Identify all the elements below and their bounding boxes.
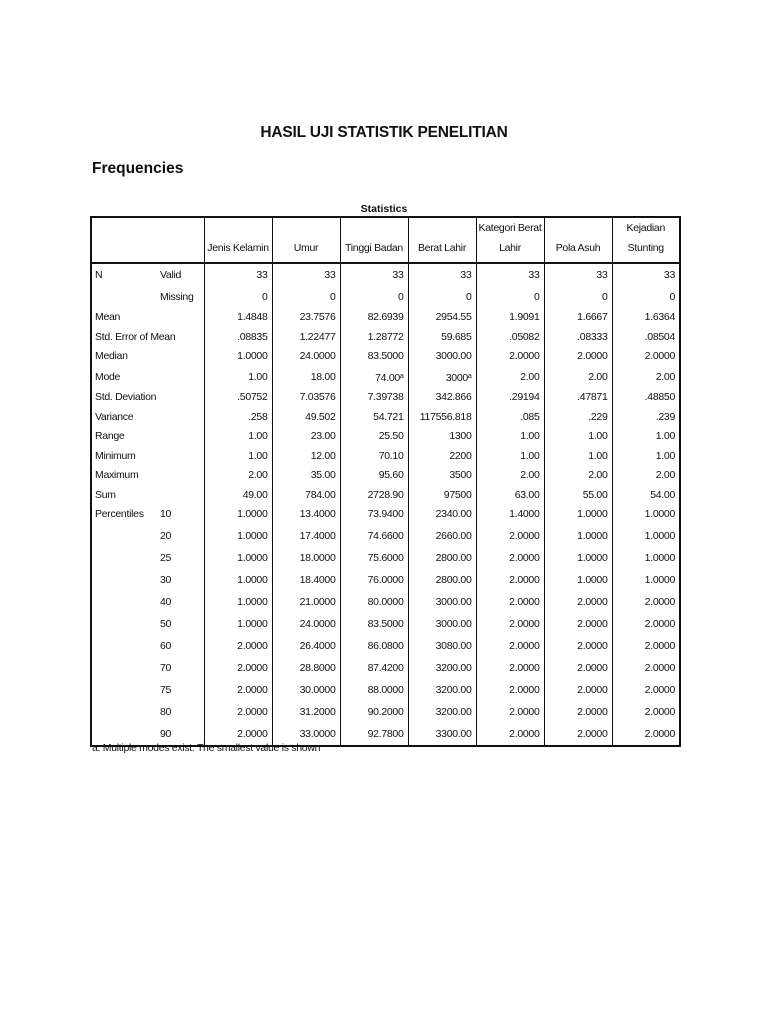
statistics-table <box>90 216 681 747</box>
table-cell: 1.0000 <box>544 525 612 547</box>
row-sublabel: 10 <box>160 508 172 520</box>
table-cell: 82.6939 <box>340 308 408 328</box>
table-cell: .08333 <box>544 328 612 348</box>
table-cell: 2.0000 <box>612 723 680 746</box>
row-sublabel <box>158 408 204 428</box>
row-sublabel: 90 <box>160 727 172 740</box>
table-cell: 2.00 <box>612 466 680 486</box>
table-cell: 2.0000 <box>476 679 544 701</box>
table-cell: 1.00 <box>612 447 680 467</box>
table-cell: 25.50 <box>340 427 408 447</box>
row-label: N <box>95 269 103 281</box>
table-cell: 1.0000 <box>204 525 272 547</box>
table-cell: .08835 <box>204 328 272 348</box>
table-cell: .48850 <box>612 388 680 408</box>
table-cell: 33 <box>476 263 544 286</box>
table-cell: 7.03576 <box>272 388 340 408</box>
table-cell: 0 <box>204 286 272 308</box>
table-cell: 3000.00 <box>408 613 476 635</box>
table-cell: 23.7576 <box>272 308 340 328</box>
column-header: Berat Lahir <box>408 217 476 263</box>
table-cell: 28.8000 <box>272 657 340 679</box>
row-label: Mean <box>95 311 121 323</box>
table-cell: 2.0000 <box>612 635 680 657</box>
table-cell: 2.0000 <box>476 635 544 657</box>
table-cell: 74.6600 <box>340 525 408 547</box>
table-cell: 2340.00 <box>408 505 476 525</box>
table-cell: 83.5000 <box>340 613 408 635</box>
table-cell: 2.00 <box>476 466 544 486</box>
row-sublabel: 75 <box>160 683 172 696</box>
row-sublabel <box>158 466 204 486</box>
table-cell: 54.721 <box>340 408 408 428</box>
row-sublabel: 30 <box>160 573 172 586</box>
table-cell: 2.0000 <box>612 679 680 701</box>
table-cell: 3200.00 <box>408 657 476 679</box>
row-label <box>91 591 158 613</box>
table-row <box>91 657 680 679</box>
table-cell: 73.9400 <box>340 505 408 525</box>
table-cell: 2.0000 <box>544 657 612 679</box>
table-cell: 1.0000 <box>204 569 272 591</box>
table-row <box>91 286 680 308</box>
table-cell: 33 <box>272 263 340 286</box>
row-label <box>91 286 158 308</box>
table-footnote: a. Multiple modes exist. The smallest value is shown <box>92 742 321 754</box>
table-cell: 2.0000 <box>544 613 612 635</box>
table-cell: 70.10 <box>340 447 408 467</box>
table-cell: 2.0000 <box>204 635 272 657</box>
table-row <box>91 679 680 701</box>
table-cell: 2.0000 <box>204 657 272 679</box>
table-cell: 1.00 <box>476 447 544 467</box>
row-sublabel: 25 <box>160 551 172 564</box>
table-cell: 86.0800 <box>340 635 408 657</box>
table-cell: .05082 <box>476 328 544 348</box>
table-row <box>91 635 680 657</box>
table-cell: 74.00$^a$ <box>340 367 408 389</box>
table-cell: 2800.00 <box>408 569 476 591</box>
table-row <box>91 347 680 367</box>
table-cell: 21.0000 <box>272 591 340 613</box>
table-cell: 3000.00 <box>408 347 476 367</box>
row-sublabel: 20 <box>160 529 172 542</box>
table-cell: 18.0000 <box>272 547 340 569</box>
table-cell: 2.00 <box>204 466 272 486</box>
table-row <box>91 591 680 613</box>
table-cell: 12.00 <box>272 447 340 467</box>
table-cell: 2.0000 <box>204 723 272 746</box>
column-header: Umur <box>272 217 340 263</box>
table-cell: 1.0000 <box>544 547 612 569</box>
table-cell: 23.00 <box>272 427 340 447</box>
table-cell: 2.0000 <box>476 591 544 613</box>
table-cell: 2.0000 <box>544 723 612 746</box>
row-label: Sum <box>95 488 116 501</box>
row-sublabel <box>158 347 204 367</box>
table-cell: 97500 <box>408 486 476 506</box>
column-header: Pola Asuh <box>544 217 612 263</box>
row-label <box>91 547 158 569</box>
table-cell: 3500 <box>408 466 476 486</box>
row-label: Std. Deviation <box>95 391 157 403</box>
table-cell: 784.00 <box>272 486 340 506</box>
table-cell: 90.2000 <box>340 701 408 723</box>
table-cell: 49.00 <box>204 486 272 506</box>
table-cell: 55.00 <box>544 486 612 506</box>
table-cell: 33 <box>544 263 612 286</box>
table-row <box>91 525 680 547</box>
table-cell: 2728.90 <box>340 486 408 506</box>
header-stub <box>158 217 204 263</box>
table-row <box>91 388 680 408</box>
table-cell: 1.0000 <box>612 569 680 591</box>
table-cell: 2.00 <box>476 367 544 389</box>
table-cell: 2660.00 <box>408 525 476 547</box>
row-label: Median <box>95 350 128 362</box>
table-cell: .29194 <box>476 388 544 408</box>
table-cell: 24.0000 <box>272 347 340 367</box>
table-cell: 2.00 <box>612 367 680 389</box>
table-cell: 24.0000 <box>272 613 340 635</box>
row-sublabel: Missing <box>160 291 194 303</box>
table-row <box>91 367 680 389</box>
row-label: Variance <box>95 410 134 423</box>
table-cell: 1.0000 <box>544 569 612 591</box>
table-cell: 31.2000 <box>272 701 340 723</box>
table-row <box>91 505 680 525</box>
table-cell: 1.6667 <box>544 308 612 328</box>
table-cell: .085 <box>476 408 544 428</box>
table-cell: 35.00 <box>272 466 340 486</box>
table-cell: .50752 <box>204 388 272 408</box>
table-cell: .258 <box>204 408 272 428</box>
row-sublabel <box>158 367 204 389</box>
table-cell: 33 <box>612 263 680 286</box>
table-cell: 1.0000 <box>612 547 680 569</box>
table-cell: 1.00 <box>544 427 612 447</box>
row-sublabel <box>158 427 204 447</box>
table-cell: 2.0000 <box>544 701 612 723</box>
row-label: Maximum <box>95 469 139 481</box>
row-sublabel <box>158 486 204 506</box>
table-cell: 30.0000 <box>272 679 340 701</box>
table-cell: 0 <box>272 286 340 308</box>
table-cell: .229 <box>544 408 612 428</box>
row-sublabel: 60 <box>160 639 172 652</box>
table-row <box>91 447 680 467</box>
table-cell: 2.0000 <box>544 635 612 657</box>
table-cell: 3300.00 <box>408 723 476 746</box>
column-header: Kategori Berat Lahir <box>476 217 544 263</box>
table-cell: 2.0000 <box>204 679 272 701</box>
table-cell: 0 <box>476 286 544 308</box>
column-header: Jenis Kelamin <box>204 217 272 263</box>
table-row <box>91 328 680 348</box>
table-cell: 2954.55 <box>408 308 476 328</box>
table-row <box>91 308 680 328</box>
row-label: Range <box>95 430 125 442</box>
table-cell: 2.0000 <box>476 657 544 679</box>
table-cell: 88.0000 <box>340 679 408 701</box>
table-cell: 1.0000 <box>612 505 680 525</box>
table-cell: 117556.818 <box>408 408 476 428</box>
table-cell: 1.0000 <box>612 525 680 547</box>
table-cell: 3000.00 <box>408 591 476 613</box>
table-cell: 2.0000 <box>612 347 680 367</box>
section-heading: Frequencies <box>92 160 184 177</box>
table-cell: 2.0000 <box>476 547 544 569</box>
table-cell: 1300 <box>408 427 476 447</box>
row-label <box>91 635 158 657</box>
table-cell: 33 <box>340 263 408 286</box>
table-row <box>91 263 680 286</box>
table-row <box>91 486 680 506</box>
table-row <box>91 569 680 591</box>
table-cell: 1.0000 <box>204 347 272 367</box>
table-cell: 3200.00 <box>408 701 476 723</box>
table-cell: 1.00 <box>204 367 272 389</box>
table-cell: 1.00 <box>204 447 272 467</box>
table-cell: 92.7800 <box>340 723 408 746</box>
table-cell: 2.00 <box>544 466 612 486</box>
table-row <box>91 547 680 569</box>
row-label <box>91 525 158 547</box>
row-label <box>91 613 158 635</box>
table-row <box>91 613 680 635</box>
table-cell: 63.00 <box>476 486 544 506</box>
table-cell: 2.0000 <box>544 347 612 367</box>
table-row <box>91 466 680 486</box>
table-cell: 2.0000 <box>544 591 612 613</box>
table-cell: 2.0000 <box>476 347 544 367</box>
row-sublabel <box>158 308 204 328</box>
row-sublabel: Valid <box>160 269 182 281</box>
table-cell: 7.39738 <box>340 388 408 408</box>
row-label: Mode <box>95 370 121 383</box>
table-cell: 2.0000 <box>476 723 544 746</box>
header-stub <box>91 217 158 263</box>
footnote-marker: a <box>399 372 404 380</box>
table-caption: Statistics <box>360 203 408 215</box>
table-cell: 2.0000 <box>204 701 272 723</box>
table-cell: 33 <box>204 263 272 286</box>
table-cell: 1.00 <box>544 447 612 467</box>
table-cell: 2.0000 <box>476 525 544 547</box>
table-cell: 1.6364 <box>612 308 680 328</box>
row-sublabel <box>158 388 204 408</box>
table-cell: 0 <box>544 286 612 308</box>
table-cell: 0 <box>340 286 408 308</box>
table-cell: 2.0000 <box>544 679 612 701</box>
table-cell: 2.0000 <box>476 613 544 635</box>
table-cell: 1.28772 <box>340 328 408 348</box>
table-body <box>91 263 680 746</box>
table-cell: 2.0000 <box>612 591 680 613</box>
table-cell: 54.00 <box>612 486 680 506</box>
table-cell: 1.22477 <box>272 328 340 348</box>
row-sublabel: 50 <box>160 617 172 630</box>
row-sublabel: 70 <box>160 661 172 674</box>
table-cell: 2.0000 <box>476 701 544 723</box>
table-cell: 1.0000 <box>204 505 272 525</box>
table-cell: 80.0000 <box>340 591 408 613</box>
table-cell: 2.0000 <box>612 701 680 723</box>
row-label <box>91 569 158 591</box>
table-cell: 2.00 <box>544 367 612 389</box>
table-cell: 18.4000 <box>272 569 340 591</box>
table-cell: 33 <box>408 263 476 286</box>
table-cell: .08504 <box>612 328 680 348</box>
table-cell: .47871 <box>544 388 612 408</box>
table-cell: 75.6000 <box>340 547 408 569</box>
table-cell: 2.0000 <box>612 613 680 635</box>
table-cell: 33.0000 <box>272 723 340 746</box>
table-cell: 1.4000 <box>476 505 544 525</box>
row-label: Percentiles <box>95 508 144 520</box>
row-label <box>91 657 158 679</box>
table-cell: 342.866 <box>408 388 476 408</box>
table-cell: .239 <box>612 408 680 428</box>
table-cell: 1.00 <box>612 427 680 447</box>
table-cell: 3000$^a$ <box>408 367 476 389</box>
table-row <box>91 701 680 723</box>
column-header: Tinggi Badan <box>340 217 408 263</box>
table-cell: 1.0000 <box>204 547 272 569</box>
table-cell: 83.5000 <box>340 347 408 367</box>
row-label: Minimum <box>95 449 136 462</box>
row-sublabel <box>158 447 204 467</box>
table-row <box>91 427 680 447</box>
table-cell: 2.0000 <box>612 657 680 679</box>
table-cell: 59.685 <box>408 328 476 348</box>
table-cell: 26.4000 <box>272 635 340 657</box>
table-cell: 95.60 <box>340 466 408 486</box>
table-header-row <box>91 217 680 263</box>
table-cell: 2800.00 <box>408 547 476 569</box>
table-cell: 3200.00 <box>408 679 476 701</box>
table-cell: 3080.00 <box>408 635 476 657</box>
row-sublabel: 40 <box>160 595 172 608</box>
table-cell: 2200 <box>408 447 476 467</box>
footnote-marker: a <box>467 372 472 380</box>
row-label: Std. Error of Mean <box>95 330 176 343</box>
table-cell: 1.9091 <box>476 308 544 328</box>
table-cell: 0 <box>408 286 476 308</box>
table-cell: 18.00 <box>272 367 340 389</box>
table-cell: 2.0000 <box>476 569 544 591</box>
document-title: HASIL UJI STATISTIK PENELITIAN <box>260 124 508 141</box>
table-row <box>91 408 680 428</box>
table-cell: 1.00 <box>204 427 272 447</box>
table-cell: 13.4000 <box>272 505 340 525</box>
row-label <box>91 679 158 701</box>
table-cell: 1.00 <box>476 427 544 447</box>
table-cell: 1.0000 <box>204 591 272 613</box>
table-cell: 1.0000 <box>544 505 612 525</box>
row-label <box>91 701 158 723</box>
table-cell: 1.0000 <box>204 613 272 635</box>
table-cell: 0 <box>612 286 680 308</box>
table-cell: 76.0000 <box>340 569 408 591</box>
table-cell: 49.502 <box>272 408 340 428</box>
table-cell: 1.4848 <box>204 308 272 328</box>
column-header: Kejadian Stunting <box>612 217 680 263</box>
table-cell: 87.4200 <box>340 657 408 679</box>
row-sublabel: 80 <box>160 705 172 718</box>
table-cell: 17.4000 <box>272 525 340 547</box>
